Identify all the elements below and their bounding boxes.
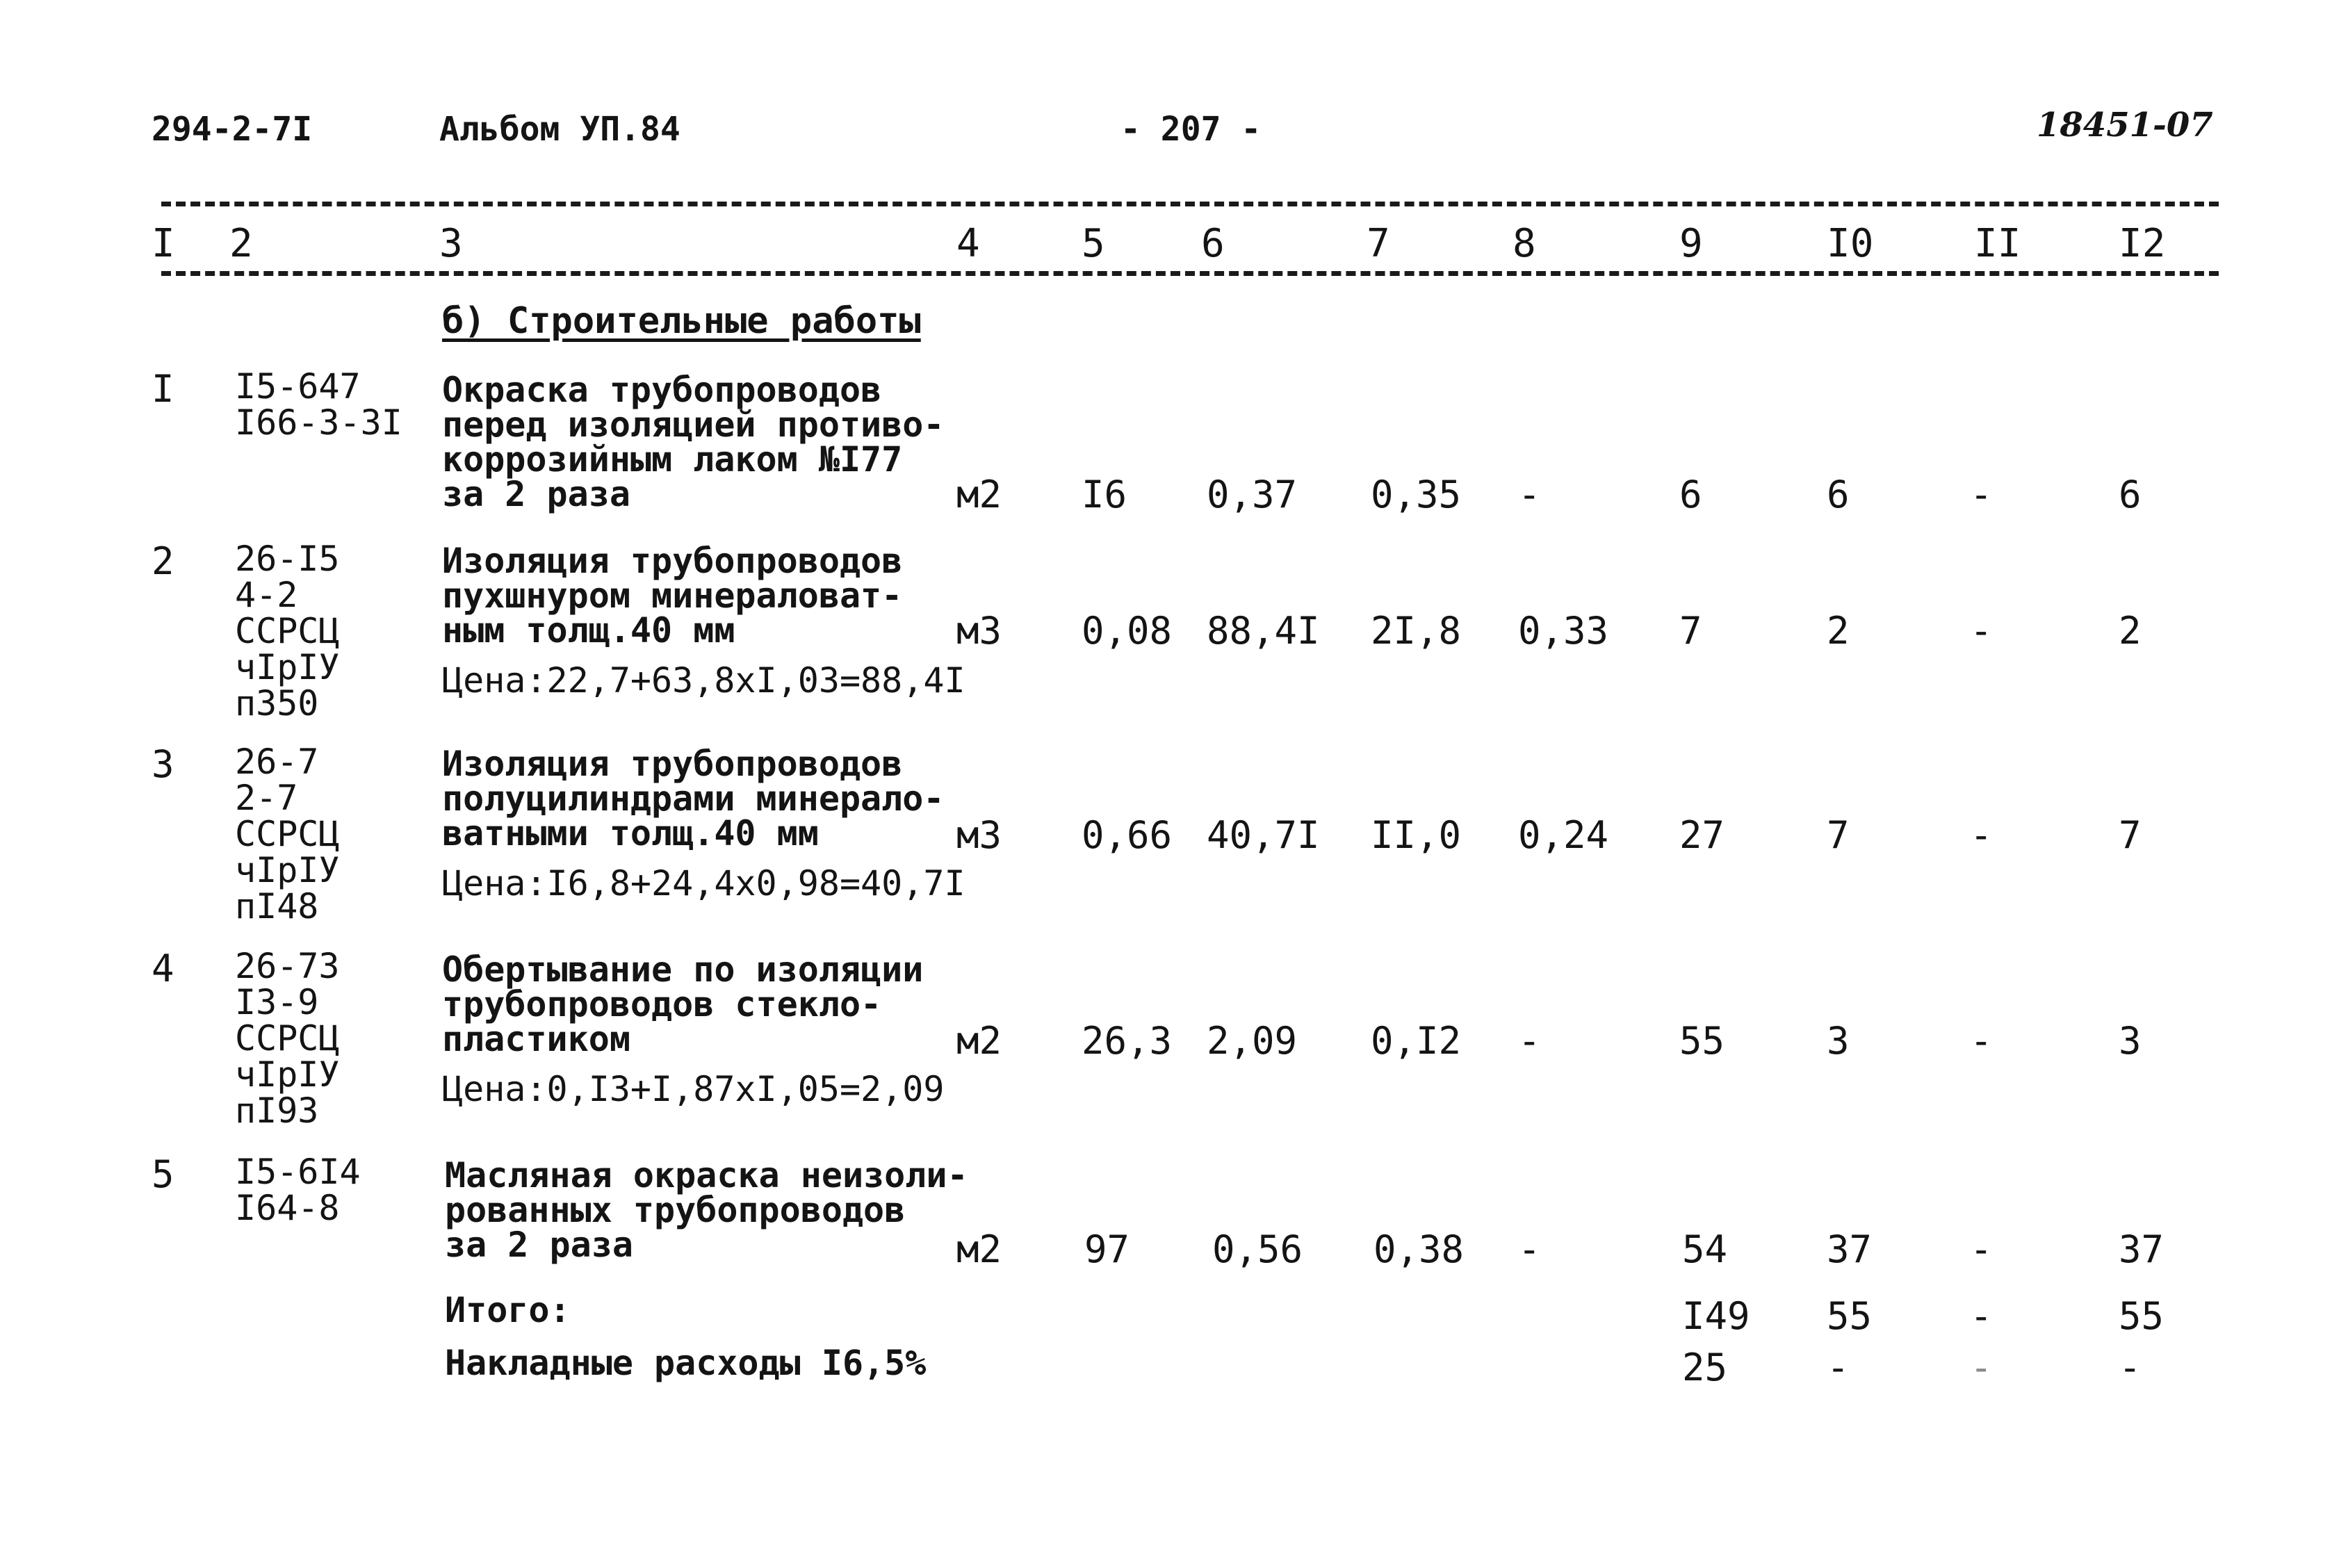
col-6: 6 [1201,221,1225,266]
cell-11: - [1970,473,1993,516]
cell-9: 6 [1679,473,1702,516]
work-description: Масляная окраска неизоли- рованных трубопроводов за 2 раза [445,1155,968,1265]
cell-10: 6 [1827,473,1850,516]
row-number: 4 [152,947,174,990]
norm-code: I5-647 I66-3-3I [235,366,402,443]
norm-code: I5-6I4 I64-8 [235,1152,361,1228]
unit: м2 [956,1227,1002,1271]
unit: м2 [956,473,1002,516]
cell-8: - [1518,1227,1541,1271]
work-description: Изоляция трубопроводов полуцилиндрами минерало- ватными толщ.40 мм [442,744,945,854]
cell-11: - [1970,1227,1993,1271]
cell-7: 0,I2 [1371,1019,1462,1063]
col-10: I0 [1827,221,1874,266]
col-12: I2 [2119,221,2166,266]
col-9: 9 [1679,221,1703,266]
cell-10: 3 [1827,1019,1850,1063]
document-code: 294-2-7I [152,110,313,149]
cell-9: 7 [1679,609,1702,653]
cell-12: 3 [2119,1019,2142,1063]
col-7: 7 [1367,221,1390,266]
row-number: 5 [152,1152,174,1196]
cell-10: 37 [1827,1227,1873,1271]
cell-10: 7 [1827,813,1850,857]
cell-9: 54 [1682,1227,1728,1271]
row-number: 3 [152,742,174,786]
cell-7: 0,38 [1373,1227,1465,1271]
cell-7: 0,35 [1371,473,1462,516]
col-2: 2 [229,221,253,266]
col-8: 8 [1513,221,1536,266]
overhead-cell-10: - [1827,1346,1850,1389]
album-label: Альбом УП.84 [439,110,680,149]
total-cell-10: 55 [1827,1294,1873,1338]
registration-number: 18451-07 [2037,106,2213,145]
row-number: I [152,367,174,411]
cell-5: 26,3 [1082,1019,1173,1063]
cell-6: 0,37 [1207,473,1298,516]
cell-5: I6 [1082,473,1127,516]
total-cell-9: I49 [1682,1294,1750,1338]
cell-11: - [1970,813,1993,857]
overhead-cell-11: - [1970,1346,1993,1389]
cell-7: II,0 [1371,813,1462,857]
col-4: 4 [956,221,980,266]
norm-code: 26-I5 4-2 ССРСЦ чIрIУ п350 [235,539,340,724]
norm-code: 26-73 I3-9 ССРСЦ чIрIУ пI93 [235,946,340,1131]
cell-11: - [1970,1019,1993,1063]
cell-12: 37 [2119,1227,2164,1271]
cell-7: 2I,8 [1371,609,1462,653]
cell-6: 40,7I [1207,813,1320,857]
work-description: Окраска трубопроводов перед изоляцией противо- коррозийным лаком №I77 за 2 раза [442,370,945,514]
cell-11: - [1970,609,1993,653]
header-top-rule [161,202,2219,206]
totals-label: Итого: [445,1290,571,1330]
work-description: Изоляция трубопроводов пухшнуром минераловат- ным толщ.40 мм [442,541,903,651]
overhead-cell-9: 25 [1682,1346,1728,1389]
price-calculation: Цена:22,7+63,8хI,03=88,4I [442,660,965,701]
cell-5: 97 [1084,1227,1130,1271]
page-number: - 207 - [1120,110,1262,149]
unit: м3 [956,609,1002,653]
col-11: II [1974,221,2021,266]
cell-10: 2 [1827,609,1850,653]
col-1: I [152,221,175,266]
cell-8: 0,33 [1518,609,1609,653]
cell-8: - [1518,473,1541,516]
row-number: 2 [152,539,174,583]
cell-8: - [1518,1019,1541,1063]
cell-12: 2 [2119,609,2142,653]
section-title: б) Строительные работы [442,300,921,342]
unit: м2 [956,1019,1002,1063]
header-bottom-rule [161,271,2219,276]
overhead-cell-12: - [2119,1346,2142,1389]
cell-6: 0,56 [1212,1227,1303,1271]
cell-9: 55 [1679,1019,1725,1063]
total-cell-11: - [1970,1294,1993,1338]
cell-5: 0,08 [1082,609,1173,653]
col-5: 5 [1082,221,1105,266]
cell-6: 88,4I [1207,609,1320,653]
unit: м3 [956,813,1002,857]
price-calculation: Цена:I6,8+24,4х0,98=40,7I [442,863,965,904]
cell-9: 27 [1679,813,1725,857]
cell-12: 6 [2119,473,2142,516]
overhead-label: Накладные расходы I6,5% [445,1343,927,1383]
cell-12: 7 [2119,813,2142,857]
cell-8: 0,24 [1518,813,1609,857]
work-description: Обертывание по изоляции трубопроводов стекло- пластиком [442,949,924,1059]
cell-5: 0,66 [1082,813,1173,857]
cell-6: 2,09 [1207,1019,1298,1063]
total-cell-12: 55 [2119,1294,2164,1338]
norm-code: 26-7 2-7 ССРСЦ чIрIУ пI48 [235,742,340,926]
col-3: 3 [439,221,463,266]
price-calculation: Цена:0,I3+I,87хI,05=2,09 [442,1069,945,1109]
